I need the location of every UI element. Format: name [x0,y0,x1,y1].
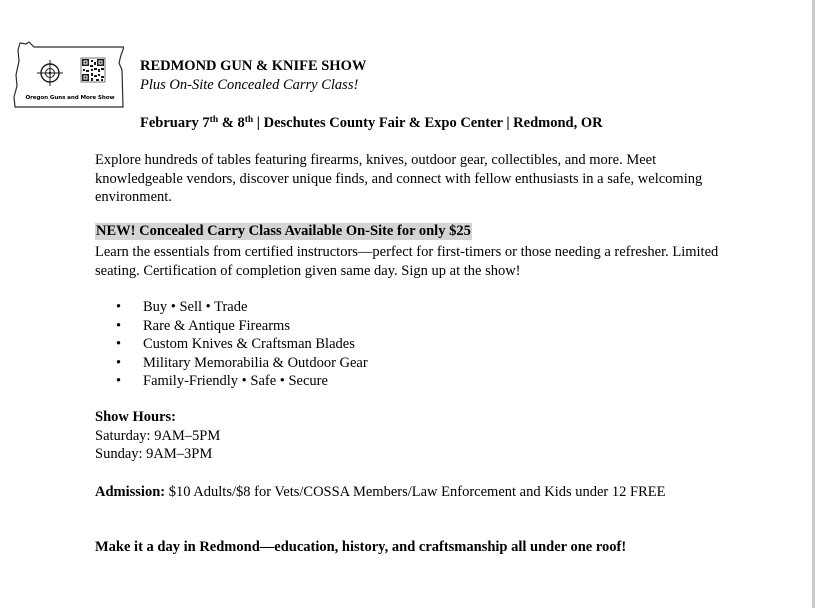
class-heading: NEW! Concealed Carry Class Available On-Site for only $25 [96,223,471,239]
feature-text: Military Memorabilia & Outdoor Gear [143,354,368,371]
admission-paragraph [95,483,735,502]
show-title: REDMOND GUN & KNIFE SHOW [140,58,367,74]
intro-paragraph: Explore hundreds of tables featuring firearms, knives, outdoor gear, collectibles, and more. Meet knowledgeable vendors, discover unique finds, and connect with fellow enthusiasts in a safe, welcoming environment. [95,152,703,205]
dates-sup-1: th [209,115,219,125]
list-item [115,317,368,336]
dates-mid: & 8 [218,115,245,131]
feature-text: Buy • Sell • Trade [143,299,248,315]
hours-heading: Show Hours: [95,409,176,425]
bullet-icon: • [116,373,122,389]
show-logo [12,41,124,113]
qr-code-icon [81,58,105,82]
show-subtitle: Plus On-Site Concealed Carry Class! [140,77,359,93]
logo-caption: Oregon Guns and More Show [25,95,115,101]
oregon-state-outline [12,41,124,113]
list-item [115,372,368,391]
list-item [115,354,368,373]
hours-saturday: Saturday: 9AM–5PM [95,428,221,444]
bullet-icon: • [116,317,122,334]
feature-text: Family-Friendly • Safe • Secure [143,373,328,389]
dates-suffix: | Deschutes County Fair & Expo Center | Redmond, OR [253,115,603,131]
admission-text: $10 Adults/$8 for Vets/COSSA Members/Law Enforcement and Kids under 12 FREE [165,484,666,500]
list-item [115,298,368,317]
show-dates-venue [140,115,603,132]
hours-sunday: Sunday: 9AM–3PM [95,446,213,462]
list-item [115,335,368,354]
dates-sup-2: th [244,115,254,125]
dates-prefix: February 7 [140,115,210,131]
class-description: Learn the essentials from certified instructors—perfect for first-timers or those needing a refresher. Limited seating. Certification of completion given same day. Sign up at the show! [95,244,719,279]
admission-label: Admission: [95,484,166,500]
feature-list [115,298,368,391]
bullet-icon: • [116,336,122,352]
closing-line: Make it a day in Redmond—education, history, and craftsmanship all under one roof! [95,539,627,555]
bullet-icon: • [116,299,122,315]
feature-text: Rare & Antique Firearms [143,317,290,334]
feature-text: Custom Knives & Craftsman Blades [143,336,355,352]
bullet-icon: • [116,354,122,371]
